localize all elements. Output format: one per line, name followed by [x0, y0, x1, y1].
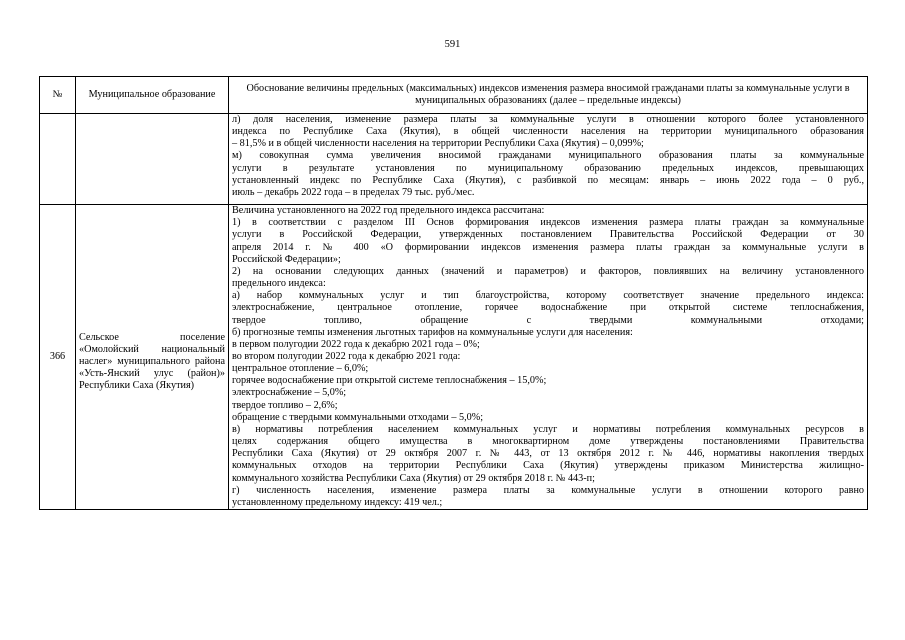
- text-line: Величина установленного на 2022 год предельного индекса рассчитана:: [232, 205, 545, 217]
- text-line: целях содержания общего имущества в многоквартирном доме утверждены постановлениями Правительства: [232, 436, 864, 448]
- text-line: коммунальных отходов на территории Республики Саха (Якутия) утверждены приказом Министерства жилищно-: [232, 460, 864, 472]
- text-line: – 81,5% и в общей численности населения на территории Республики Саха (Якутия) – 0,099%;: [232, 138, 644, 150]
- text-line: услуги в результате установления по муниципальному образованию предельных индексов, превышающих: [232, 162, 864, 174]
- cell-continuation-text: [229, 114, 868, 205]
- text-line: в) нормативы потребления населением коммунальных услуг и нормативы потребления коммунальных ресурсов в: [232, 423, 864, 435]
- text-line: а) набор коммунальных услуг и тип благоустройства, которому соответствует значение предельного индекса:: [232, 290, 864, 302]
- municipality-name: Сельское поселение «Омолойский национальный наслег» муниципального района «Усть-Янский улус (район)» Республики Саха (Якутия): [76, 205, 229, 510]
- header-municipality: Муниципальное образование: [76, 77, 229, 114]
- text-line: б) прогнозные темпы изменения льготных тарифов на коммунальные услуги для населения:: [232, 326, 633, 338]
- header-justification: Обоснование величины предельных (максимальных) индексов изменения размера вносимой гражданами платы за коммунальные услуги в муниципальных образованиях (далее – предельные индексы): [229, 77, 868, 114]
- text-line: твердое топливо, обращение с твердыми коммунальными отходами;: [232, 314, 864, 326]
- text-line: л) доля населения, изменение размера платы за коммунальные услуги в отношении которого более установленного: [232, 114, 864, 125]
- text-line: установленный индекс по Республике Саха (Якутия), с разбивкой по месяцам: январь – июнь 2022 года – 0 руб.,: [232, 174, 864, 186]
- table-header-row: [40, 77, 868, 114]
- text-line: июль – декабрь 2022 года – в пределах 79 тыс. руб./мес.: [232, 186, 475, 198]
- row-number: 366: [40, 205, 76, 510]
- text-line: во втором полугодии 2022 года к декабрю 2021 года:: [232, 350, 461, 362]
- text-line: центральное отопление – 6,0%;: [232, 363, 369, 375]
- text-line: Республики Саха (Якутия) от 29 октября 2007 г. № 443, от 13 октября 2012 г. № 446, нормативы накопления твердых: [232, 448, 864, 460]
- cell-number-empty: [40, 114, 76, 205]
- text-line: м) совокупная сумма увеличения вносимой гражданами муниципального образования платы за коммунальные: [232, 150, 864, 162]
- cell-municipality-empty: [76, 114, 229, 205]
- page-number: 591: [444, 39, 461, 50]
- header-number: №: [40, 77, 76, 114]
- text-line: в первом полугодии 2022 года к декабрю 2021 года – 0%;: [232, 338, 480, 350]
- text-line: Российской Федерации»;: [232, 253, 341, 265]
- text-line: г) численность населения, изменение размера платы за коммунальные услуги в отношении которого равно: [232, 484, 864, 496]
- text-line: твердое топливо – 2,6%;: [232, 399, 338, 411]
- text-line: 1) в соответствии с разделом III Основ формирования индексов изменения размера платы граждан за коммунальные: [232, 217, 864, 229]
- text-line: установленному предельному индексу: 419 чел.;: [232, 496, 443, 508]
- text-line: электроснабжение – 5,0%;: [232, 387, 347, 399]
- table-row-continuation: [40, 114, 868, 205]
- text-line: электроснабжение, центральное отопление, горячее водоснабжение при открытой системе теплоснабжения,: [232, 302, 864, 314]
- text-line: предельного индекса:: [232, 278, 326, 290]
- text-line: индекса по Республике Саха (Якутия), в общей численности населения на территории муниципального образования: [232, 126, 864, 138]
- text-line: горячее водоснабжение при открытой системе теплоснабжения – 15,0%;: [232, 375, 547, 387]
- text-line: услуги в Российской Федерации, утвержденных постановлением Правительства Российской Федерации от 30: [232, 229, 864, 241]
- text-line: коммунального хозяйства Республики Саха (Якутия) от 29 октября 2018 г. № 443-п;: [232, 472, 595, 484]
- text-line: обращение с твердыми коммунальными отходами – 5,0%;: [232, 411, 484, 423]
- table-row: [40, 205, 868, 510]
- cell-justification-text: [229, 205, 868, 510]
- text-line: апреля 2014 г. № 400 «О формировании индексов изменения размера платы граждан за коммунальные услуги в: [232, 241, 864, 253]
- index-justification-table: [39, 76, 868, 510]
- text-line: 2) на основании следующих данных (значений и параметров) и факторов, повлиявших на величину установленного: [232, 265, 864, 277]
